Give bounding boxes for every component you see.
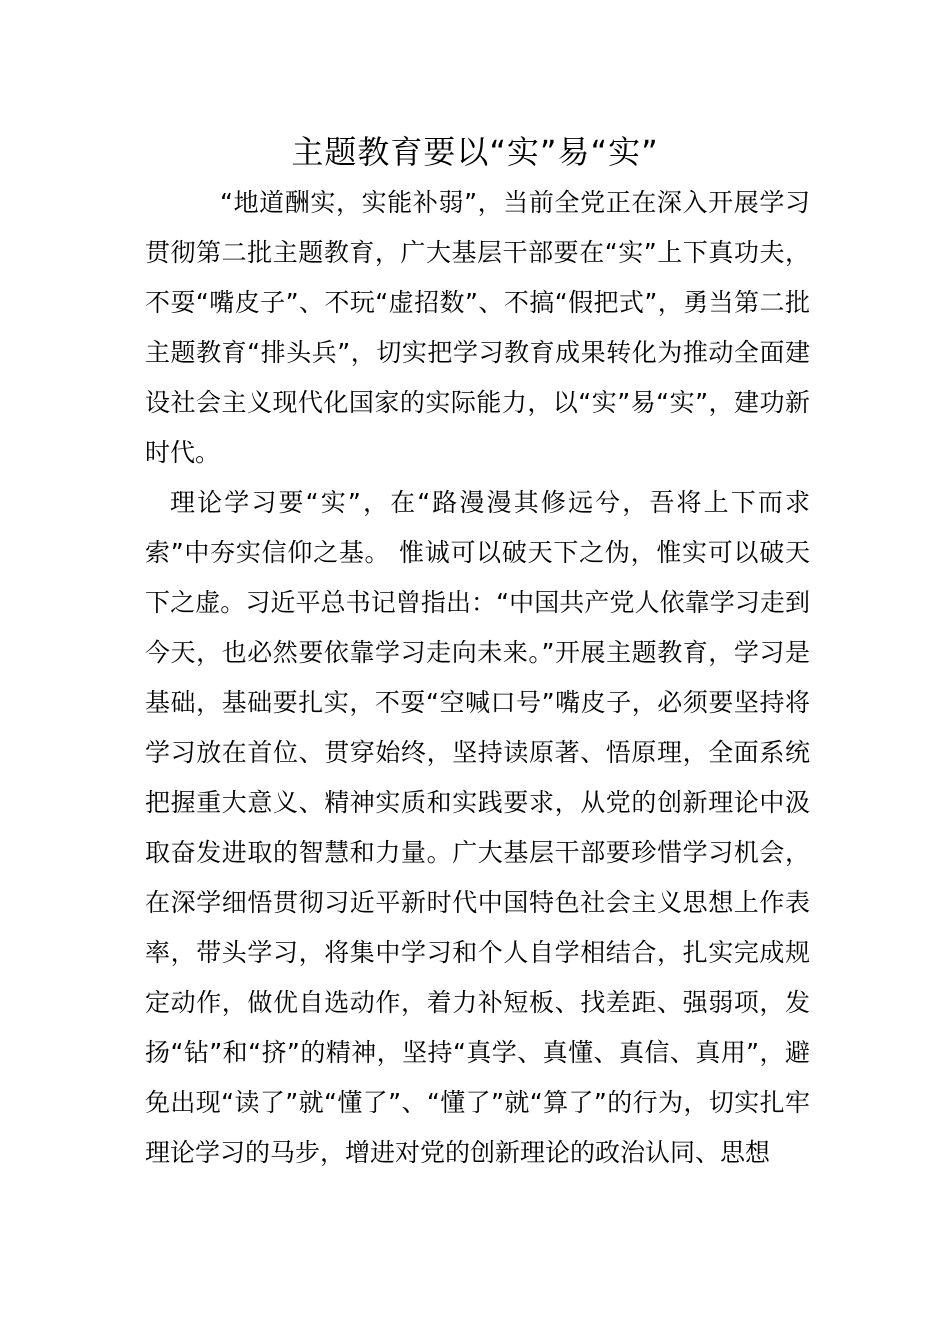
document-title: 主题教育要以“实”易“实”	[291, 133, 659, 171]
paragraph-intro: “地道酬实，实能补弱”，当前全党正在深入开展学习贯彻第二批主题教育，广大基层干部要在“实”上下真功夫，不耍“嘴皮子”、不玩“虚招数”、不搞“假把式”，勇当第二批主题教育“排头兵”，切实把学习教育成果转化为推动全面建设社会主义现代化国家的实际能力，以“实”易“实”，建功新时代。	[145, 188, 810, 467]
document-body	[145, 178, 810, 1178]
paragraph-theory-study: 理论学习要“实”，在“路漫漫其修远兮，吾将上下而求索”中夯实信仰之基。 惟诚可以破天下之伪，惟实可以破天下之虚。习近平总书记曾指出：“中国共产党人依靠学习走到今天，也必然要依靠学习走向未来。”开展主题教育，学习是基础，基础要扎实，不耍“空喊口号”嘴皮子，必须要坚持将学习放在首位、贯穿始终，坚持读原著、悟原理，全面系统把握重大意义、精神实质和实践要求，从党的创新理论中汲取奋发进取的智慧和力量。广大基层干部要珍惜学习机会，在深学细悟贯彻习近平新时代中国特色社会主义思想上作表率，带头学习，将集中学习和个人自学相结合，扎实完成规定动作，做优自选动作，着力补短板、找差距、强弱项，发扬“钻”和“挤”的精神，坚持“真学、真懂、真信、真用”，避免出现“读了”就“懂了”、“懂了”就“算了”的行为，切实扎牢理论学习的马步，增进对党的创新理论的政治认同、思想	[145, 488, 810, 1167]
